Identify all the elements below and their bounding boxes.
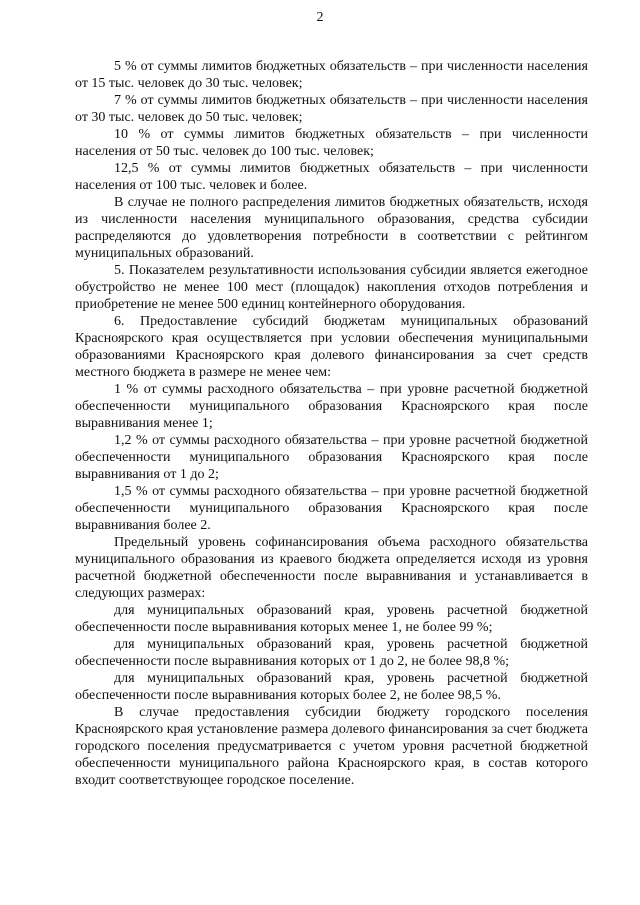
document-body: [75, 58, 588, 789]
paragraph-max-99-percent: для муниципальных образований края, уровень расчетной бюджетной обеспеченности после выравнивания которых менее 1, не более 99 %;: [75, 603, 588, 635]
paragraph-urban-settlement: В случае предоставления субсидии бюджету городского поселения Красноярского края установление размера долевого финансирования за счет бюджета городского поселения предусматривается с учетом уровня расчетной бюджетной обеспеченности муниципального района Красноярского края, в состав которого входит соответствующее городское поселение.: [75, 705, 588, 788]
paragraph-cofinance-1-5-percent: 1,5 % от суммы расходного обязательства – при уровне расчетной бюджетной обеспеченности муниципального образования Красноярского края после выравнивания более 2.: [75, 484, 588, 533]
paragraph-item-5-performance-indicator: 5. Показателем результативности использования субсидии является ежегодное обустройство не менее 100 мест (площадок) накопления отходов потребления и приобретение не менее 500 единиц контейнерного оборудования.: [75, 263, 588, 312]
paragraph-limit-12-5-percent: 12,5 % от суммы лимитов бюджетных обязательств – при численности населения от 100 тыс. человек и более.: [75, 161, 588, 193]
paragraph-limit-10-percent: 10 % от суммы лимитов бюджетных обязательств – при численности населения от 50 тыс. человек до 100 тыс. человек;: [75, 127, 588, 159]
page-number: 2: [316, 10, 324, 25]
paragraph-limit-7-percent: 7 % от суммы лимитов бюджетных обязательств – при численности населения от 30 тыс. человек до 50 тыс. человек;: [75, 93, 588, 125]
paragraph-incomplete-distribution: В случае не полного распределения лимитов бюджетных обязательств, исходя из численности населения муниципального образования, средства субсидии распределяются до удовлетворения потребности в соответствии с рейтингом муниципальных образований.: [75, 195, 588, 261]
paragraph-cofinance-1-percent: 1 % от суммы расходного обязательства – при уровне расчетной бюджетной обеспеченности муниципального образования Красноярского края после выравнивания менее 1;: [75, 382, 588, 431]
paragraph-max-98-8-percent: для муниципальных образований края, уровень расчетной бюджетной обеспеченности после выравнивания которых от 1 до 2, не более 98,8 %;: [75, 637, 588, 669]
paragraph-max-98-5-percent: для муниципальных образований края, уровень расчетной бюджетной обеспеченности после выравнивания которых более 2, не более 98,5 %.: [75, 671, 588, 703]
paragraph-max-cofinancing-level: Предельный уровень софинансирования объема расходного обязательства муниципального образования из краевого бюджета определяется исходя из уровня расчетной бюджетной обеспеченности после выравнивания и устанавливается в следующих размерах:: [75, 535, 588, 601]
paragraph-item-6-subsidy-provision: 6. Предоставление субсидий бюджетам муниципальных образований Красноярского края осуществляется при условии обеспечения муниципальными образованиями Красноярского края долевого финансирования за счет средств местного бюджета в размере не менее чем:: [75, 314, 588, 380]
paragraph-cofinance-1-2-percent: 1,2 % от суммы расходного обязательства – при уровне расчетной бюджетной обеспеченности муниципального образования Красноярского края после выравнивания от 1 до 2;: [75, 433, 588, 482]
paragraph-limit-5-percent: 5 % от суммы лимитов бюджетных обязательств – при численности населения от 15 тыс. человек до 30 тыс. человек;: [75, 59, 588, 91]
